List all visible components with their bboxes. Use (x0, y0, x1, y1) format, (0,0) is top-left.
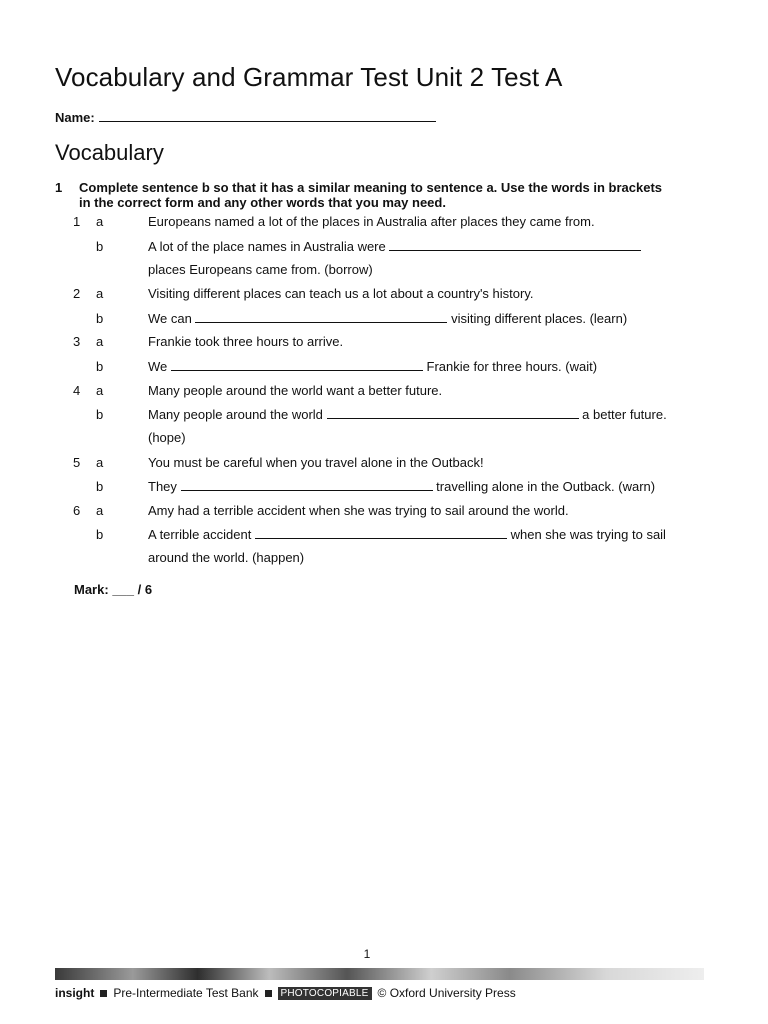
sentence-b (148, 355, 708, 378)
sentence-b (148, 235, 708, 258)
item-letter-b: b (96, 311, 104, 326)
sentence-b-before: We can (148, 311, 192, 326)
answer-gap[interactable] (327, 404, 579, 419)
item-letter-a: a (96, 503, 104, 518)
sentence-a: Frankie took three hours to arrive. (148, 334, 344, 349)
item-letter-a: a (96, 214, 104, 229)
sentence-b-after: Frankie for three hours. (wait) (426, 359, 598, 374)
sentence-a: Amy had a terrible accident when she was trying to sail around the world. (148, 503, 569, 518)
sentence-a: Many people around the world want a better future. (148, 383, 443, 398)
footer-publisher: © Oxford University Press (377, 986, 516, 1000)
item-letter-b: b (96, 239, 104, 254)
item-number: 1 (73, 214, 81, 229)
section-heading: Vocabulary (55, 140, 164, 165)
item-letter-b: b (96, 407, 104, 422)
answer-gap[interactable] (255, 524, 507, 539)
exercise-number: 1 (55, 180, 63, 195)
sentence-b-after: when she was trying to sail (510, 527, 666, 542)
exercise-instruction (55, 180, 665, 210)
sentence-b (148, 403, 708, 426)
item-letter-a: a (96, 334, 104, 349)
photocopiable-badge: PHOTOCOPIABLE (278, 987, 372, 1000)
name-blank[interactable] (99, 110, 436, 122)
answer-gap[interactable] (171, 356, 423, 371)
item-letter-a: a (96, 383, 104, 398)
item-number: 2 (73, 286, 81, 301)
sentence-a: Visiting different places can teach us a lot about a country's history. (148, 286, 534, 301)
item-number: 6 (73, 503, 81, 518)
instruction-text: Complete sentence b so that it has a similar meaning to sentence a. Use the words in brackets in the correct form and any other words that you may need. (79, 180, 663, 210)
sentence-b-after: visiting different places. (learn) (451, 311, 628, 326)
item-letter-b: b (96, 527, 104, 542)
sentence-b-after: travelling alone in the Outback. (warn) (436, 479, 656, 494)
mark-blank[interactable]: ___ (112, 582, 135, 597)
footer-book: Pre-Intermediate Test Bank (113, 986, 259, 1000)
sentence-b-after: a better future. (582, 407, 667, 422)
sentence-b-before: A terrible accident (148, 527, 252, 542)
sentence-b (148, 307, 708, 330)
answer-gap[interactable] (389, 236, 641, 251)
sentence-b (148, 475, 708, 498)
page-number: 1 (363, 947, 371, 961)
sentence-b-before: Many people around the world (148, 407, 323, 422)
item-letter-a: a (96, 455, 104, 470)
sentence-b-before: They (148, 479, 177, 494)
sentence-b (148, 523, 708, 546)
mark-score (74, 582, 152, 597)
sentence-b-before: A lot of the place names in Australia were (148, 239, 386, 254)
sentence-b-before: We (148, 359, 168, 374)
answer-gap[interactable] (195, 308, 447, 323)
sentence-b-line2: (hope) (148, 430, 186, 445)
name-field (55, 110, 436, 125)
page-title: Vocabulary and Grammar Test Unit 2 Test A (55, 62, 563, 92)
square-bullet-icon (265, 990, 272, 997)
sentence-b-line2: places Europeans came from. (borrow) (148, 262, 373, 277)
mark-total: / 6 (137, 582, 153, 597)
sentence-a: Europeans named a lot of the places in Australia after places they came from. (148, 214, 595, 229)
name-label: Name: (55, 110, 95, 125)
footer-photo-band (55, 968, 704, 980)
sentence-a: You must be careful when you travel alone in the Outback! (148, 455, 484, 470)
mark-label: Mark: (74, 582, 109, 597)
item-letter-b: b (96, 359, 104, 374)
answer-gap[interactable] (181, 476, 433, 491)
item-number: 4 (73, 383, 81, 398)
item-number: 5 (73, 455, 81, 470)
item-letter-b: b (96, 479, 104, 494)
item-number: 3 (73, 334, 81, 349)
footer-brand: insight (55, 986, 95, 1000)
item-letter-a: a (96, 286, 104, 301)
square-bullet-icon (100, 990, 107, 997)
sentence-b-line2: around the world. (happen) (148, 550, 305, 565)
footer (55, 986, 516, 1000)
